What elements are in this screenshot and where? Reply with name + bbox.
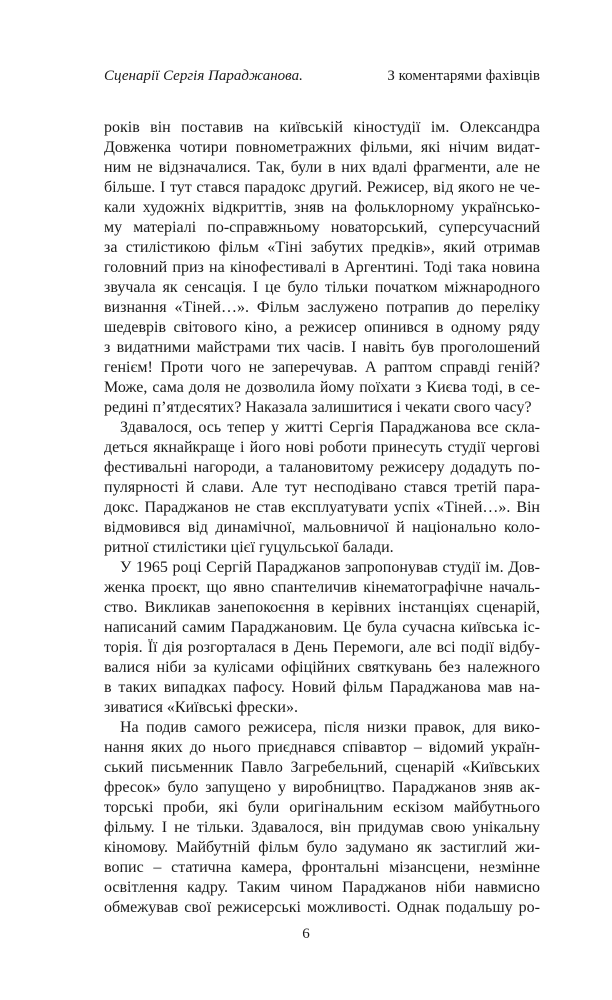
text-line: обмежував свої режисерські можливості. Однак подальшу ро- [104, 899, 540, 916]
text-line: звучала як сенсація. І це було тільки початком міжнародного [104, 279, 540, 296]
text-line: деться якнайкраще і його нові роботи принесуть студії чергові [104, 439, 540, 456]
text-line: написаний самим Параджановим. Це була сучасна київська іс- [104, 619, 540, 636]
text-line: відмовився від динамічної, мальовничої й національно коло- [104, 519, 540, 536]
text-line: кіномову. Майбутній фільм було задумано як застиглий жи- [104, 839, 540, 856]
text-line: докс. Параджанов не став експлуатувати успіх «Тіней…». Він [104, 499, 540, 516]
text-line: більше. І тут стався парадокс другий. Режисер, від якого не че- [104, 179, 540, 196]
text-line: фресок» було запущено у виробництво. Параджанов зняв ак- [104, 779, 540, 796]
text-line: ський письменник Павло Загребельний, сценарій «Київських [104, 759, 540, 776]
body-text [104, 118, 540, 918]
text-line: торські проби, які були оригінальним ескізом майбутнього [104, 799, 540, 816]
text-line: визнання «Тіней…». Фільм заслужено потрапив до переліку [104, 299, 540, 316]
text-line: ним не відзначалися. Так, були в них вдалі фрагменти, але не [104, 159, 540, 176]
text-line: му матеріалі по-справжньому новаторський, суперсучасний [104, 219, 540, 236]
text-line: У 1965 році Сергій Параджанов запропонував студії ім. Дов- [120, 559, 540, 576]
text-line: фестивальні нагороди, а талановитому режисеру додадуть по- [104, 459, 540, 476]
page-number: 6 [302, 926, 310, 942]
text-line: Довженка чотири повнометражних фільми, які нічим видат- [104, 139, 540, 156]
running-header [104, 66, 540, 86]
text-line: На подив самого режисера, після низки правок, для вико- [120, 719, 540, 736]
text-line: зиватися «Київські фрески». [104, 699, 298, 716]
text-line: з видатними майстрами тих часів. І навіть був проголошений [104, 339, 540, 356]
text-line: кали художніх відкриттів, зняв на фольклорному українсько- [104, 199, 540, 216]
text-line: за стилістикою фільм «Тіні забутих предків», який отримав [104, 239, 540, 256]
running-header-right: З коментарями фахівців [387, 68, 540, 84]
text-line: редині п’ятдесятих? Наказала залишитися і чекати свого часу? [104, 399, 532, 416]
text-line: женка проєкт, що явно спантеличив кінематографічне началь- [104, 579, 540, 596]
text-line: вопис – статична камера, фронтальні мізансцени, незмінне [104, 859, 540, 876]
text-line: ритної стилістики цієї гуцульської балади. [104, 539, 394, 556]
text-line: валися ніби за кулісами офіційних святкувань без належного [104, 659, 540, 676]
text-line: шедеврів світового кіно, а режисер опинився в одному ряду [104, 319, 540, 336]
text-line: в таких випадках пафосу. Новий фільм Параджанова мав на- [104, 679, 540, 696]
text-line: Може, сама доля не дозволила йому поїхати з Києва тоді, в се- [104, 379, 540, 396]
running-header-left: Сценарії Сергія Параджанова. [104, 68, 303, 84]
text-line: фільму. І не тільки. Здавалося, він придумав свою унікальну [104, 819, 540, 836]
text-line: пулярності й слави. Але тут несподівано стався третій пара- [104, 479, 540, 496]
text-line: генієм! Проти чого не заперечував. А раптом справді геній? [104, 359, 540, 376]
text-line: нання яких до нього приєднався співавтор – відомий україн- [104, 739, 540, 756]
text-line: торія. Її дія розгорталася в День Перемоги, але всі події відбу- [104, 639, 540, 656]
text-line: Здавалося, ось тепер у житті Сергія Параджанова все скла- [120, 419, 540, 436]
text-line: головний приз на кінофестивалі в Аргентині. Тоді така новина [104, 259, 540, 276]
text-line: ство. Викликав занепокоєння в керівних інстанціях сценарій, [104, 599, 540, 616]
text-line: освітлення кадру. Таким чином Параджанов ніби навмисно [104, 879, 540, 896]
text-line: років він поставив на київській кіностудії ім. Олександра [104, 119, 540, 136]
